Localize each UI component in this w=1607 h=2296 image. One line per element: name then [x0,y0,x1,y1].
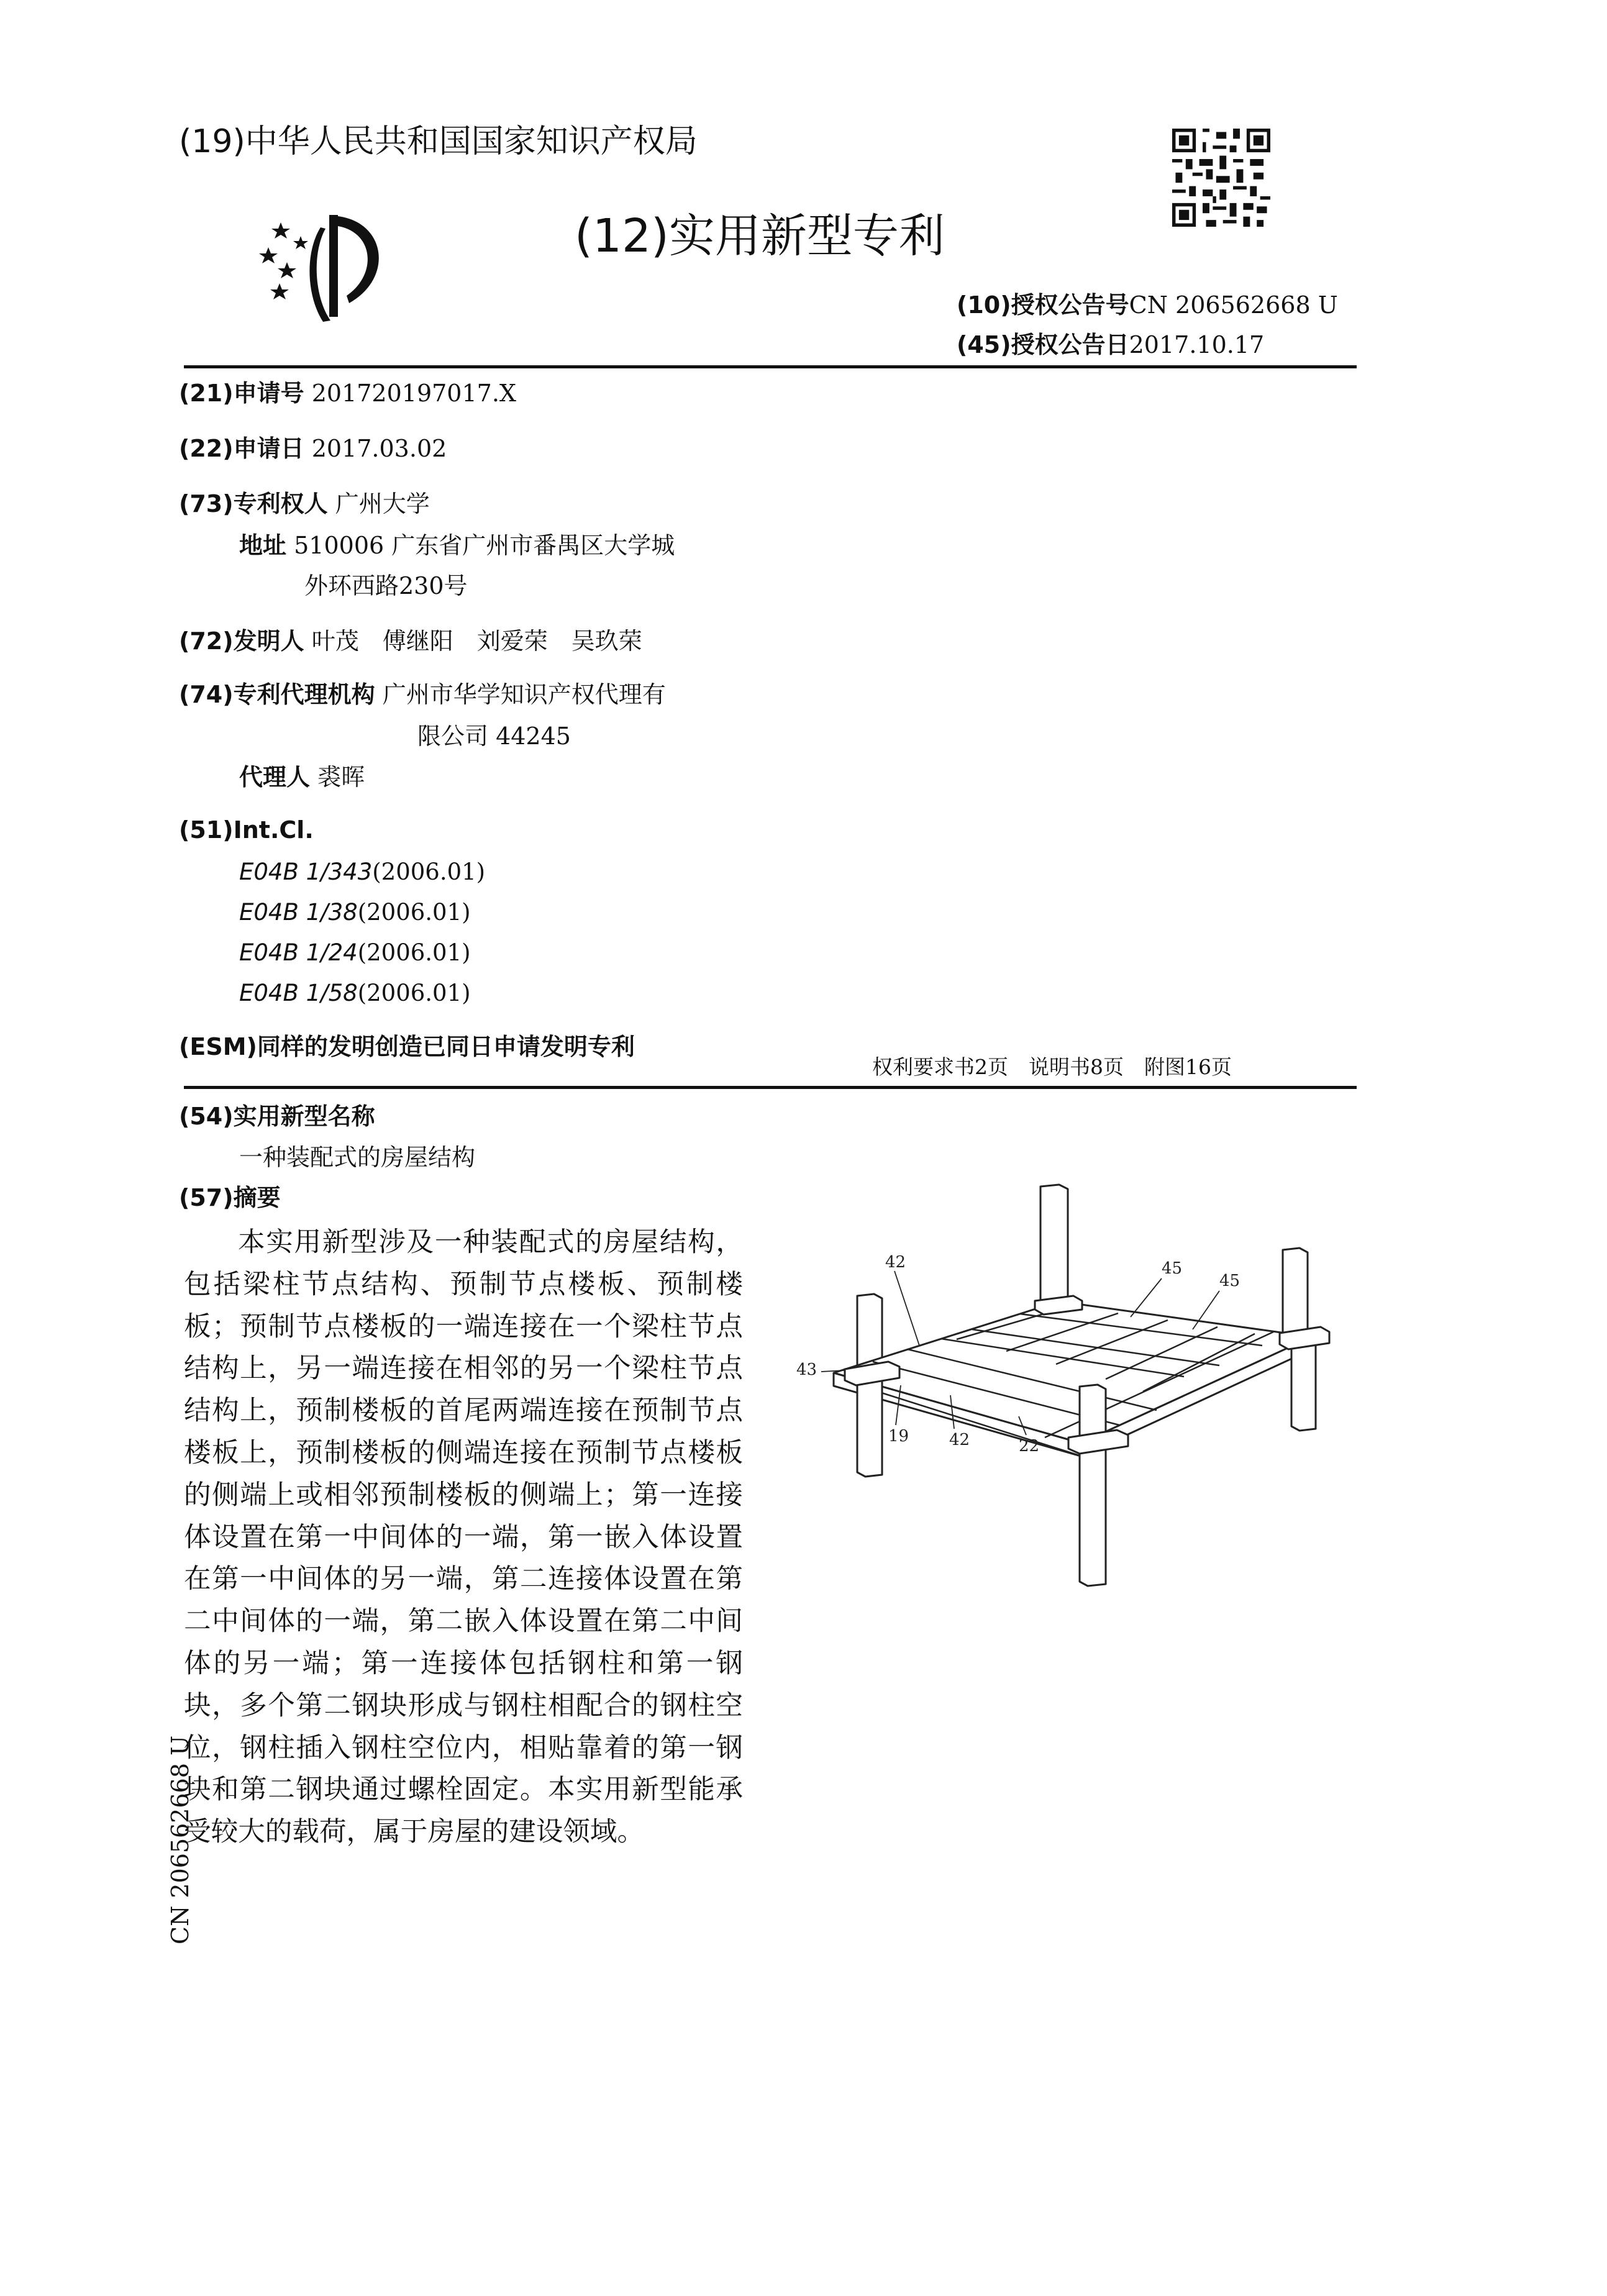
filing-date-value: 2017.03.02 [311,435,447,462]
ipc-code: E04B 1/58 [239,980,358,1006]
header-rule [184,365,1357,368]
filing-date-label: (22)申请日 [179,435,304,462]
inventors [179,626,642,657]
agent [239,762,365,793]
application-number-label: (21)申请号 [179,380,304,407]
ipc-version: (2006.01) [357,939,471,966]
figure-label-45: 45 [1162,1259,1183,1278]
publication-number [957,289,1338,321]
page-count: 权利要求书2页 说明书8页 附图16页 [872,1055,1232,1079]
application-number [179,378,516,409]
document-type: (12)实用新型专利 [575,209,945,263]
ipc-version: (2006.01) [357,980,471,1006]
application-number-value: 201720197017.X [311,380,516,407]
qr-code [1172,129,1270,227]
ipc-class [239,937,471,968]
agent-label: 代理人 [239,763,311,791]
ipc-version: (2006.01) [372,859,486,885]
patentee [179,488,430,519]
inventors-label: (72)发明人 [179,627,304,655]
figure-label-42: 42 [949,1431,970,1449]
figure-label-42: 42 [885,1253,906,1272]
figure-label-43: 43 [796,1360,817,1379]
ipc-code: E04B 1/343 [239,859,373,885]
abstract-figure [795,1180,1357,1615]
title-label: (54)实用新型名称 [179,1103,375,1130]
utility-model-title: 一种装配式的房屋结构 [239,1144,476,1171]
address-line-1: 510006 广东省广州市番禺区大学城 [294,532,675,559]
side-publication-number: CN 206562668 U [166,1735,194,1944]
agency-line-1: 广州市华学知识产权代理有 [382,681,666,708]
section-rule [184,1086,1357,1089]
figure-label-45: 45 [1219,1272,1241,1290]
patentee-value: 广州大学 [335,490,430,517]
esm-note: (ESM)同样的发明创造已同日申请发明专利 [179,1033,635,1060]
agency-line-2: 限公司 44245 [417,722,571,750]
address-line-2: 外环西路230号 [304,572,468,599]
abstract-text: 本实用新型涉及一种装配式的房屋结构，包括梁柱节点结构、预制节点楼板、预制楼板；预制节点楼板的一端连接在一个梁柱节点结构上，另一端连接在相邻的另一个梁柱节点结构上，预制楼板的首尾两端连接在预制节点楼板上，预制楼板的侧端连接在预制节点楼板的侧端上或相邻预制楼板的侧端上；第一连接体设置在第一中间体的一端，第一嵌入体设置在第一中间体的另一端，第二连接体设置在第二中间体的一端，第二嵌入体设置在第二中间体的另一端；第一连接体包括钢柱和第一钢块，多个第二钢块形成与钢柱相配合的钢柱空位，钢柱插入钢柱空位内，相贴靠着的第一钢块和第二钢块通过螺栓固定。本实用新型能承受较大的载荷，属于房屋的建设领域。 [184,1227,743,1848]
agent-value: 裘晖 [317,763,365,791]
abstract-label: (57)摘要 [179,1184,281,1211]
publication-number-label: (10)授权公告号 [957,291,1129,319]
ipc-class [239,897,471,928]
agency-label: (74)专利代理机构 [179,681,375,708]
address [239,530,675,561]
address-label: 地址 [239,532,287,559]
publication-date-value: 2017.10.17 [1129,331,1265,358]
publication-date-label: (45)授权公告日 [957,331,1129,358]
filing-date [179,433,447,464]
int-cl-label: (51)Int.Cl. [179,816,314,844]
ipc-class [239,857,485,888]
publication-date [957,329,1264,360]
office-logo [256,210,396,326]
ipc-version: (2006.01) [357,899,471,926]
ipc-class [239,978,471,1009]
figure-label-22: 22 [1019,1437,1040,1456]
abstract [184,1222,743,1854]
figure-label-19: 19 [888,1427,909,1446]
ipc-code: E04B 1/24 [239,939,358,966]
publication-number-value: CN 206562668 U [1129,291,1338,319]
office-name: (19)中华人民共和国国家知识产权局 [179,123,698,160]
patentee-label: (73)专利权人 [179,490,328,517]
agency [179,679,666,710]
inventors-value: 叶茂 傅继阳 刘爱荣 吴玖荣 [311,627,642,655]
ipc-code: E04B 1/38 [239,899,358,926]
